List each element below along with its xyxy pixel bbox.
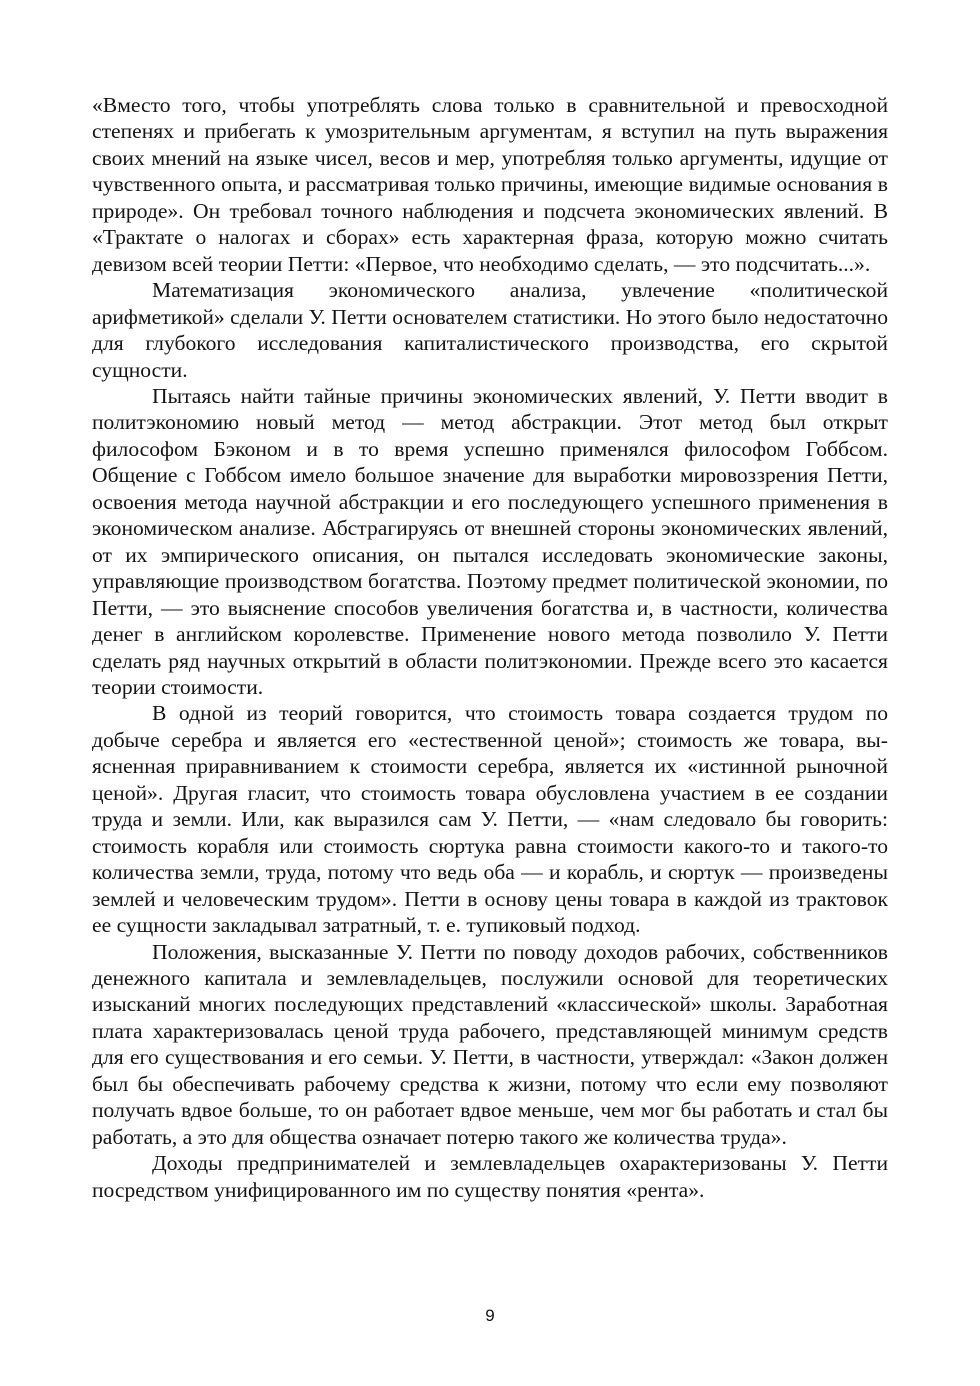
page-number: 9 bbox=[485, 1306, 495, 1325]
paragraph-incomes: Положения, высказанные У. Петти по поводу доходов рабочих, собственников денежного капитала и землевладельцев, послужили основой для теоретических изысканий многих последующих представлений «классической» школы. Заработная плата характеризовалась ценой труда рабочего, представляющей минимум средств для его существования и его семьи. У. Петти, в частности, утверждал: «Закон должен был бы обеспечивать рабочему средства к жизни, потому что если ему позволяют получать вдвое больше, то он работает вдвое меньше, чем мог бы работать и стал бы работать, а это для общества означает потерю такого же количества труда». bbox=[92, 939, 888, 1149]
paragraph-abstraction-method: Пытаясь найти тайные причины экономических явлений, У. Петти вводит в политэкономию новый метод — метод абстракции. Этот метод был открыт философом Бэконом и в то время успешно применялся философом Гоббсом. Общение с Гоббсом имело большое значение для выработки мировоззрения Петти, освоения метода научной абстракции и его последующего успешного применения в экономическом анализе. Абстрагируясь от внешней стороны экономических явлений, от их эмпирического описания, он пытался исследовать экономические законы, управляющие производством богатства. Поэтому предмет политической экономии, по Петти, — это выяснение способов увеличения богатства и, в частности, количества денег в английском королевстве. Применение нового метода позволило У. Петти сделать ряд научных открытий в области политэкономии. Прежде всего это касается теории стоимости. bbox=[92, 383, 888, 699]
paragraph-value-theories: В одной из теорий говорится, что стоимость товара создается трудом по добыче серебра и является его «естественной ценой»; стоимость же товара, выясненная приравниванием к стоимости серебра, является их «истинной рыночной ценой». Другая гласит, что стоимость товара обусловлена участием в ее создании труда и земли. Или, как выразился сам У. Петти, — «нам следовало бы говорить: стоимость корабля или стоимость сюртука равна стоимости какого-то и такого-то количества земли, труда, потому что ведь оба — и корабль, и сюртук — произведены землей и человеческим трудом». Петти в основу цены товара в каждой из трактовок ее сущности закладывал затратный, т. е. тупиковый подход. bbox=[92, 701, 888, 938]
paragraph-mathematization: Математизация экономического анализа, увлечение «политической арифметикой» сделали У. Петти основателем статистики. Но этого было недостаточно для глубокого исследования капиталистического производства, его скрытой сущности. bbox=[92, 278, 888, 382]
paragraph-rent: Доходы предпринимателей и землевладельцев охарактеризованы У. Петти посредством унифицированного им по существу понятия «рента». bbox=[92, 1151, 888, 1202]
paragraph-quote-petty-method: «Вместо того, чтобы употреблять слова только в сравнительной и превосходной степенях и прибегать к умозрительным аргументам, я вступил на путь выражения своих мнений на языке чисел, весов и мер, употребляя только аргументы, идущие от чувственного опыта, и рассматривая только причины, имеющие видимые основания в природе». Он требовал точного наблюдения и подсчета экономических явлений. В «Трактате о налогах и сборах» есть характерная фраза, которую можно считать девизом всей теории Петти: «Первое, что необходимо сделать, — это подсчитать...». bbox=[92, 93, 888, 276]
body-text bbox=[92, 92, 888, 1203]
